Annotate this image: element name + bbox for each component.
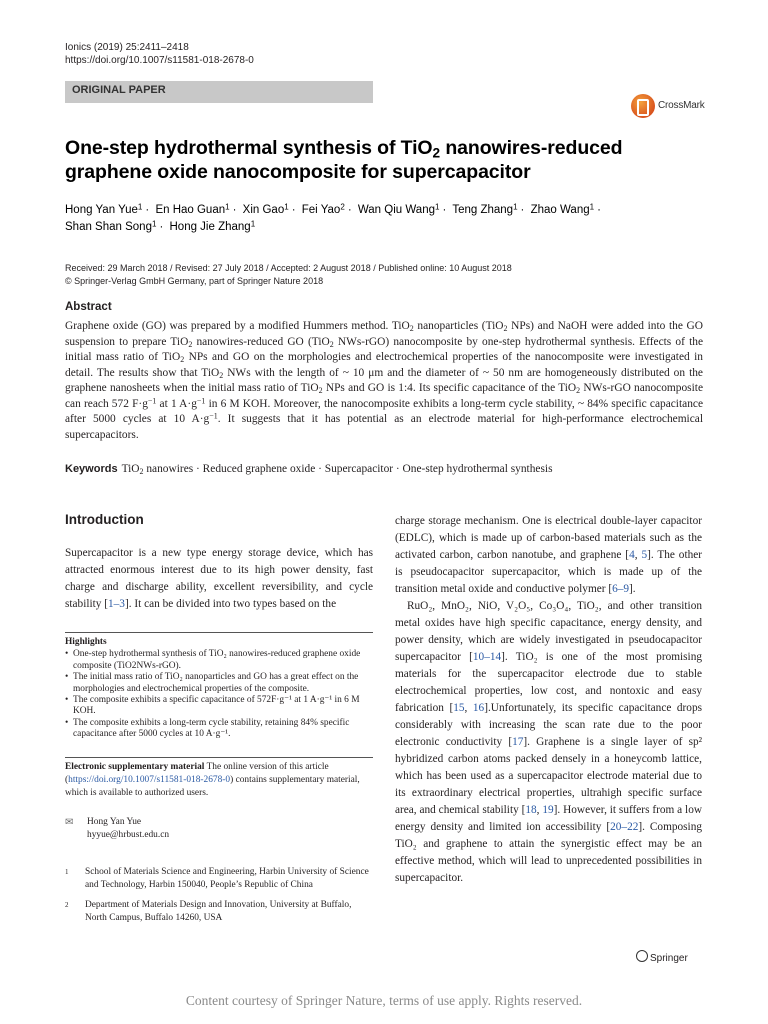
paragraph: RuO₂, MnO₂, NiO, V₂O₅, Co₃O₄, TiO₂, and other transition metal oxides have high specific capacitance, energy density, and power density, which are widely investigated in pseudocapacitor supercapacitor [10–14]. TiO₂ is one of the most promising materials for the supercapacitor electrode due to stable electrochemical properties, low cost, and nontoxic and easy fabrication [15, 16].Unfortunately, its specific capacitance drops considerably with increasing the scan rate due to the poor electronic conductivity [17]. Graphene is a single layer of sp² hybridized carbon atoms packed densely in a honeycomb lattice, which has been used as a supercapacitor electrode material due to its extraordinary electrical properties, ultrahigh specific surface area, and chemical stability [18, 19]. However, it suffers from a low energy density and limited ion accessibility [20–22]. Composing TiO₂ and graphene to attain the synergistic effect may be an effective method, which will lead to unprecedented possibilities in supercapacitor.: [395, 600, 703, 884]
author[interactable]: Teng Zhang$^1$: [452, 202, 518, 216]
citation-link[interactable]: 10–14: [472, 651, 502, 663]
author[interactable]: Xin Gao$^1$: [242, 202, 289, 216]
author[interactable]: Wan Qiu Wang$^1$: [357, 202, 440, 216]
citation-link[interactable]: 15: [453, 702, 465, 714]
author[interactable]: En Hao Guan$^1$: [155, 202, 230, 216]
introduction-heading: Introduction: [65, 512, 144, 527]
journal-citation: Ionics (2019) 25:2411–2418: [65, 42, 189, 53]
citation-link[interactable]: 17: [512, 736, 524, 748]
author[interactable]: Fei Yao$^2$: [301, 202, 345, 216]
highlights-box: [65, 637, 373, 741]
citation-link[interactable]: 4: [629, 549, 635, 561]
publication-dates: [65, 262, 725, 288]
paper-title: One-step hydrothermal synthesis of TiO$_2$ nanowires-reduced graphene oxide nanocomposite for supercapacitor: [65, 137, 623, 183]
highlight-item: • The initial mass ratio of TiO₂ nanoparticles and GO has a great effect on the morphologies and electrochemical properties of the composite.: [65, 672, 359, 694]
crossmark-label: CrossMark: [658, 100, 705, 111]
citation-link[interactable]: 16: [472, 702, 485, 714]
abstract-heading: Abstract: [65, 301, 112, 313]
affiliation: 1 School of Materials Science and Engineering, Harbin University of Science and Technology, Harbin 150040, People’s Republic of China: [65, 867, 369, 890]
journal-header: [65, 41, 254, 67]
envelope-icon: ✉: [65, 817, 74, 828]
citation-link[interactable]: 19: [542, 804, 554, 816]
citation-link[interactable]: 18: [525, 804, 537, 816]
intro-paragraph: Supercapacitor is a new type energy storage device, which has attracted enormous interest due to its high power density, fast charge and discharge ability, excellent reversibility, and cycle stability [1–3]. It can be divided into two types based on the: [65, 547, 373, 610]
supplementary-material-note: Electronic supplementary material The online version of this article (https://doi.org/10.1007/s11581-018-2678-0) contains supplementary material, which is available to authorized users.: [65, 762, 360, 798]
highlights-heading: Highlights: [65, 637, 107, 647]
author[interactable]: Hong Yan Yue$^1$: [65, 202, 143, 216]
keywords: Keywords TiO$_2$ nanowires · Reduced graphene oxide · Supercapacitor · One-step hydrothermal synthesis: [65, 463, 553, 476]
divider: [65, 632, 373, 633]
author-list: Hong Yan Yue$^1$ · En Hao Guan$^1$ · Xin Gao$^1$ · Fei Yao$^2$ · Wan Qiu Wang$^1$ · Teng Zhang$^1$ · Zhao Wang$^1$ · Shan Shan Song$^1$ · Hong Jie Zhang$^1$: [65, 202, 601, 233]
citation-link[interactable]: 20–22: [610, 821, 639, 833]
copyright-line: © Springer-Verlag GmbH Germany, part of Springer Nature 2018: [65, 276, 324, 286]
supplementary-link[interactable]: https://doi.org/10.1007/s11581-018-2678-0: [68, 775, 231, 785]
author[interactable]: Shan Shan Song$^1$: [65, 219, 157, 233]
author[interactable]: Hong Jie Zhang$^1$: [169, 219, 256, 233]
corresponding-name: Hong Yan Yue: [87, 817, 142, 827]
author[interactable]: Zhao Wang$^1$: [530, 202, 595, 216]
abstract-text: Graphene oxide (GO) was prepared by a modified Hummers method. TiO$_2$ nanoparticles (TiO$_2$ NPs) and NaOH were added into the GO suspension to prepare TiO$_2$ nanowires-reduced GO (TiO$_2$ NWs-rGO) nanocomposite by one-step hydrothermal synthesis. Effects of the initial mass ratio of TiO$_2$ NPs and GO on the morphologies and electrochemical properties of the nanocomposite were investigated in detail. The results show that TiO$_2$ NWs with the length of ~ 10 μm and the diameter of ~ 50 nm are homogeneously distributed on the graphene nanosheets when the initial mass ratio of TiO$_2$ NPs and GO is 1:4. Its specific capacitance of the TiO$_2$ NWs-rGO nanocomposite can reach 572 $F\cdot g^{-1}$ at 1 $A\cdot g^{-1}$ in 6 M KOH. Moreover, the nanocomposite exhibits a long-term cycle stability, ~ 84% specific capacitance after 5000 cycles at 10 $A\cdot g^{-1}$. It suggests that it has potential as an electrode material for high-performance electrochemical supercapacitors.: [65, 320, 704, 441]
history-dates: Received: 29 March 2018 / Revised: 27 July 2018 / Accepted: 2 August 2018 / Published online: 10 August 2018: [65, 263, 512, 273]
citation-link[interactable]: 1–3: [108, 598, 125, 610]
highlight-item: • The composite exhibits a specific capacitance of 572F·g⁻¹ at 1 A·g⁻¹ in 6 M KOH.: [65, 695, 360, 717]
section-label-bar: [65, 81, 373, 103]
corresponding-author: [65, 816, 373, 842]
divider: [65, 757, 373, 758]
highlight-item: • The composite exhibits a long-term cycle stability, retaining 84% specific capacitance after 5000 cycles at 10 A·g⁻¹.: [65, 717, 350, 740]
section-label: ORIGINAL PAPER: [72, 84, 166, 96]
doi-link[interactable]: https://doi.org/10.1007/s11581-018-2678-0: [65, 55, 254, 66]
footer-notice: Content courtesy of Springer Nature, terms of use apply. Rights reserved.: [185, 993, 583, 1008]
corresponding-email[interactable]: hyyue@hrbust.edu.cn: [87, 830, 170, 840]
citation-link[interactable]: 6–9: [612, 583, 630, 595]
crossmark-badge[interactable]: [631, 94, 711, 120]
springer-horse-icon: [636, 950, 648, 962]
publisher-logo: Springer: [636, 950, 688, 964]
keywords-label: Keywords: [65, 463, 118, 475]
paragraph: charge storage mechanism. One is electrical double-layer capacitor (EDLC), which is made up of carbon-based materials such as the activated carbon, carbon nanotube, and graphene [4, 5]. The other is pseudocapacitor supercapacitor, which is made up of the transition metal oxide and conductive polymer [6–9].: [395, 515, 703, 595]
affiliation: 2 Department of Materials Design and Innovation, University at Buffalo, North Campus, Buffalo 14260, USA: [65, 900, 352, 923]
citation-link[interactable]: 5: [641, 549, 648, 561]
right-column-text: [395, 513, 702, 887]
crossmark-icon: [631, 94, 655, 118]
highlight-item: • One-step hydrothermal synthesis of TiO₂ nanowires-reduced graphene oxide composite (TiO2NWs-rGO).: [65, 649, 361, 671]
